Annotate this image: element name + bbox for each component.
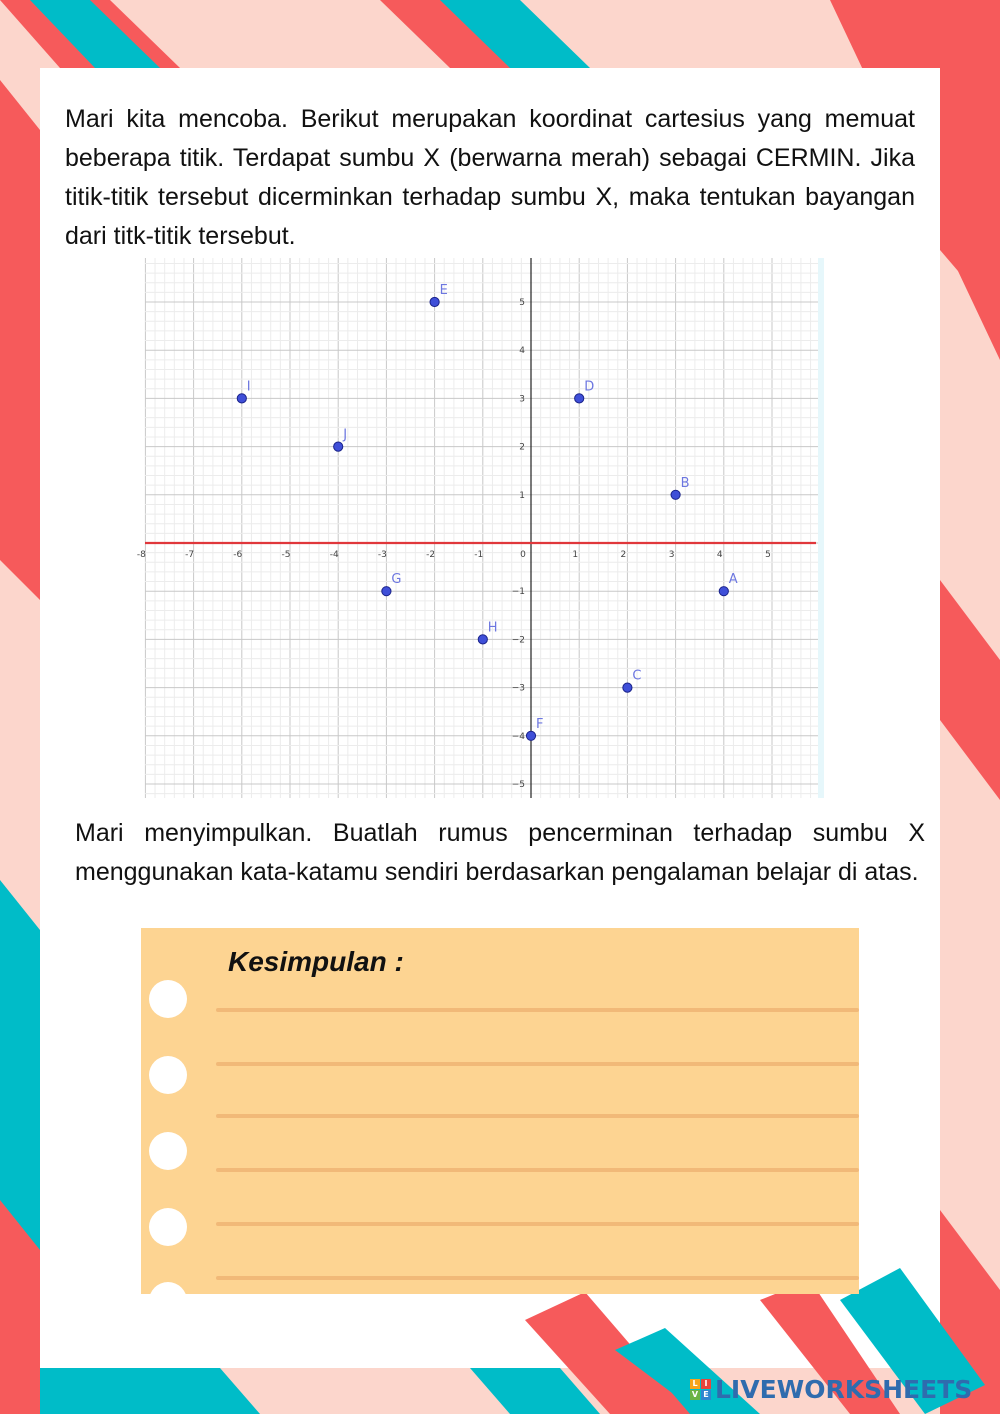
x-tick-label: -7 — [185, 550, 195, 560]
y-tick-label: 4 — [519, 346, 525, 357]
point-label-i: I — [246, 379, 251, 395]
x-tick-label: -3 — [377, 550, 387, 560]
intro-paragraph: Mari kita mencoba. Berikut merupakan koordinat cartesius yang memuat beberapa titik. Terdapat sumbu X (berwarna merah) sebagai CERMIN. Jika titik-titik tersebut dicerminkan terhadap sumbu X, maka tentukan bayangan dari titk-titik tersebut. — [65, 105, 915, 250]
point-label-d: D — [584, 379, 595, 395]
x-tick-label: 3 — [668, 550, 675, 560]
point-i — [237, 394, 246, 403]
point-label-h: H — [487, 620, 498, 636]
liveworksheets-logo — [690, 1372, 972, 1406]
logo-letter: E — [701, 1390, 711, 1400]
liveworksheets-icon — [690, 1379, 711, 1400]
note-binder-hole — [149, 1208, 187, 1246]
point-label-j: J — [343, 427, 348, 443]
logo-letter: V — [691, 1389, 699, 1399]
point-b — [671, 490, 680, 499]
point-j — [334, 442, 343, 451]
note-writing-line[interactable] — [216, 1008, 859, 1012]
point-h — [478, 635, 487, 644]
conclusion-paragraph: Mari menyimpulkan. Buatlah rumus pencerminan terhadap sumbu X menggunakan kata-katamu sendiri berdasarkan pengalaman belajar di atas. — [75, 819, 925, 886]
y-tick-label: 5 — [519, 298, 525, 308]
point-e — [430, 297, 439, 306]
x-tick-label: -2 — [426, 550, 436, 560]
point-label-a: A — [728, 572, 738, 588]
note-writing-line[interactable] — [216, 1276, 859, 1280]
cartesian-graph-svg — [136, 258, 824, 798]
y-tick-label: −1 — [511, 587, 525, 598]
point-d — [575, 394, 584, 403]
y-tick-label: −5 — [511, 780, 525, 790]
point-label-c: C — [632, 668, 642, 684]
cartesian-graph — [136, 258, 824, 798]
x-tick-label: -1 — [474, 550, 484, 560]
x-tick-label: 5 — [765, 550, 771, 560]
point-g — [382, 587, 391, 596]
point-f — [526, 731, 535, 740]
note-binder-hole — [149, 1132, 187, 1170]
point-label-f: F — [536, 716, 544, 732]
liveworksheets-wordmark: LIVEWORKSHEETS — [715, 1374, 973, 1404]
x-tick-label: -6 — [233, 550, 243, 560]
x-tick-label: 1 — [572, 550, 579, 560]
y-tick-label: −2 — [511, 635, 525, 646]
y-tick-label: −4 — [511, 731, 525, 742]
note-writing-line[interactable] — [216, 1062, 859, 1066]
y-tick-label: −3 — [511, 683, 525, 694]
x-tick-label: 0 — [520, 550, 526, 560]
note-writing-line[interactable] — [216, 1168, 859, 1172]
y-tick-label: 1 — [519, 490, 525, 501]
note-writing-line[interactable] — [216, 1222, 859, 1226]
conclusion-note — [141, 928, 859, 1294]
y-tick-label: 2 — [519, 442, 525, 453]
x-tick-label: 4 — [716, 550, 723, 560]
point-label-b: B — [680, 475, 690, 491]
note-binder-hole — [149, 1056, 187, 1094]
x-tick-label: -4 — [329, 550, 339, 560]
note-writing-line[interactable] — [216, 1114, 859, 1118]
note-binder-hole — [149, 980, 187, 1018]
point-c — [623, 683, 632, 692]
logo-letter: I — [701, 1379, 711, 1389]
x-tick-label: 2 — [620, 550, 627, 560]
note-binder-hole — [149, 1282, 187, 1320]
graph-edge-strip — [818, 258, 824, 798]
point-label-e: E — [439, 283, 448, 298]
point-a — [719, 587, 728, 596]
logo-letter: L — [690, 1379, 700, 1389]
x-tick-label: -8 — [136, 550, 146, 560]
y-tick-label: 3 — [519, 394, 525, 405]
x-tick-label: -5 — [281, 550, 291, 560]
note-title: Kesimpulan : — [228, 946, 404, 977]
point-label-g: G — [391, 572, 402, 588]
